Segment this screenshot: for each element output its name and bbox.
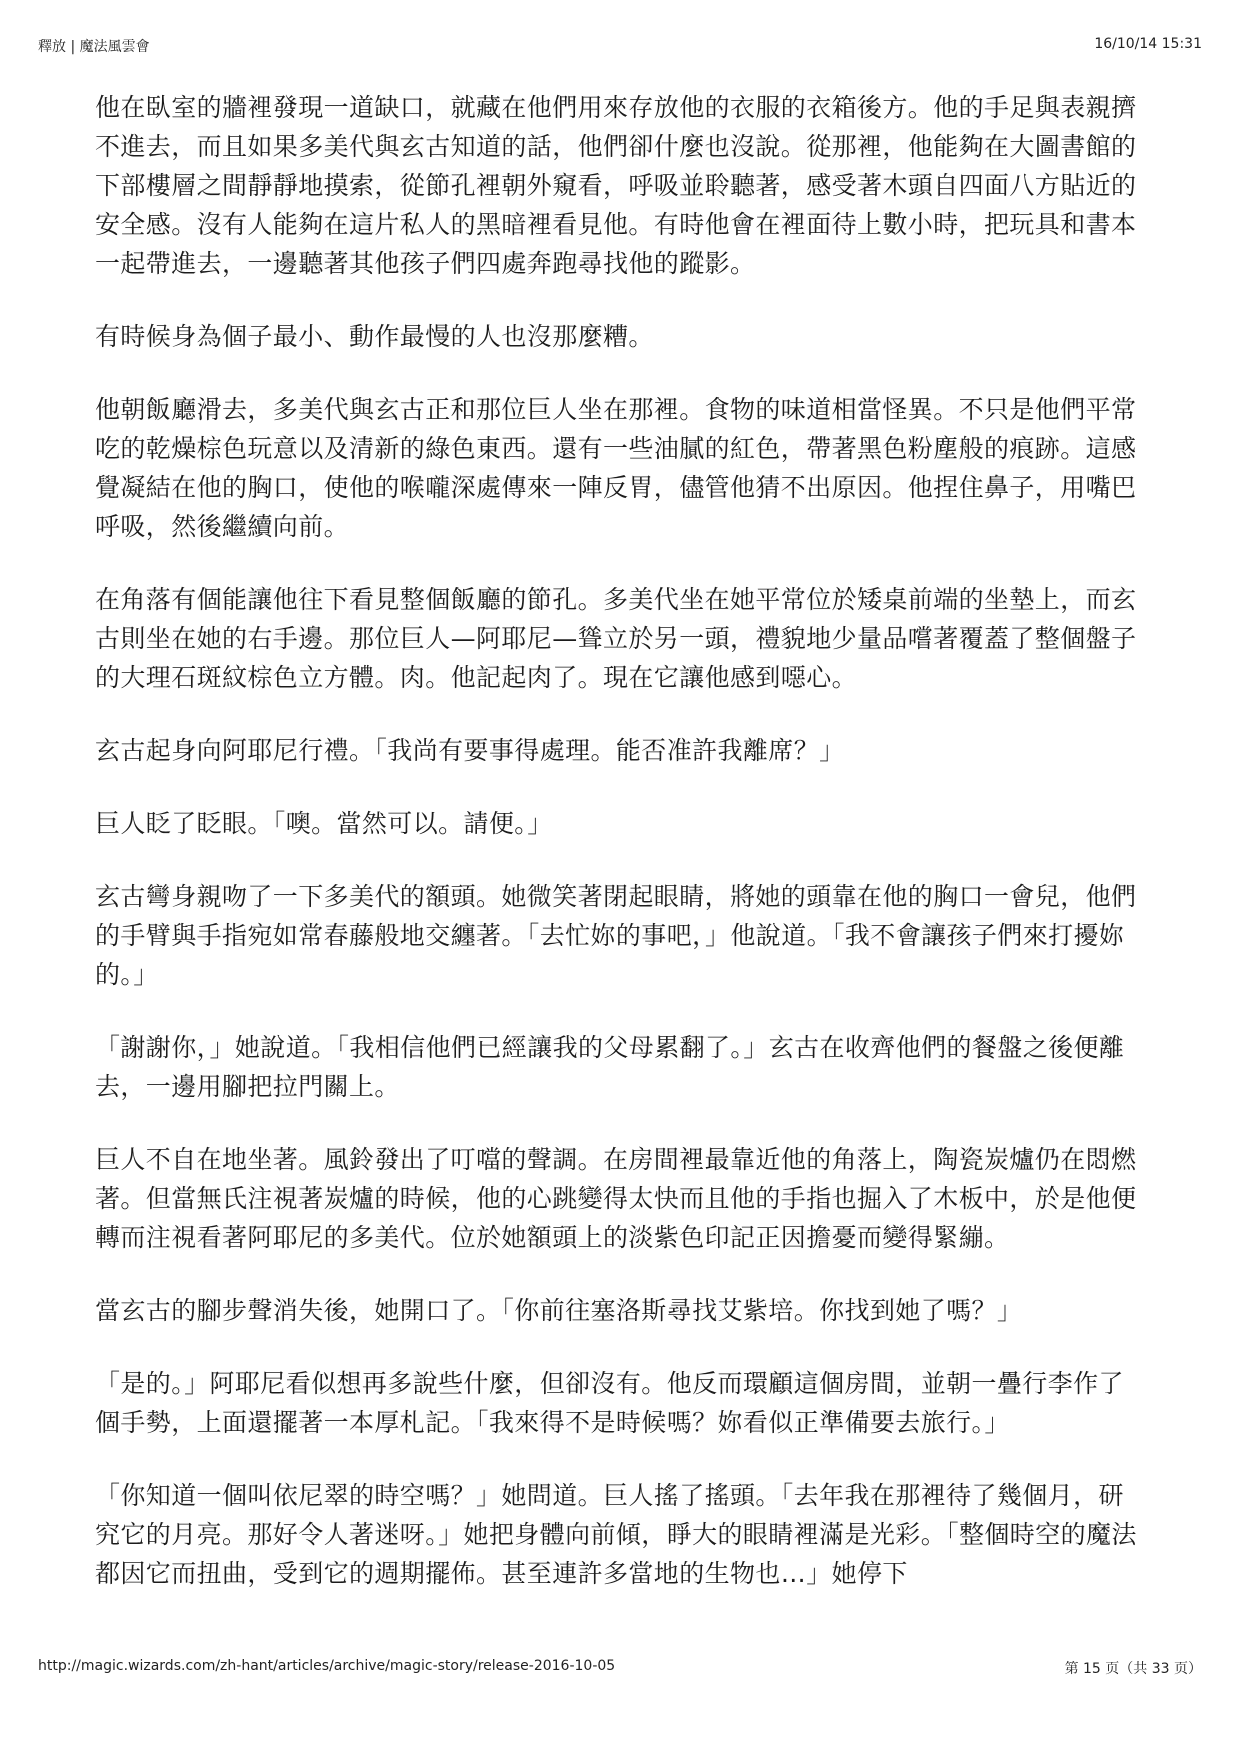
paragraph: 有時候身為個子最小、動作最慢的人也沒那麼糟。 <box>95 322 654 351</box>
print-datetime: 16/10/14 15:31 <box>1094 36 1202 52</box>
paragraph: 巨人眨了眨眼。「噢。當然可以。請便。」 <box>95 809 553 838</box>
paragraph: 在角落有個能讓他往下看見整個飯廳的節孔。多美代坐在她平常位於矮桌前端的坐墊上，而玄古則坐在她的右手邊。那位巨人—阿耶尼—聳立於另一頭，禮貌地少量品嚐著覆蓋了整個盤子的大理石斑紋棕色立方體。肉。他記起肉了。現在它讓他感到噁心。 <box>95 585 1137 692</box>
paragraph: 「你知道一個叫依尼翠的時空嗎？」她問道。巨人搖了搖頭。「去年我在那裡待了幾個月，研究它的月亮。那好令人著迷呀。」她把身體向前傾，睜大的眼睛裡滿是光彩。「整個時空的魔法都因它而扭曲，受到它的週期擺佈。甚至連許多當地的生物也…」她停下 <box>95 1481 1137 1588</box>
paragraph: 當玄古的腳步聲消失後，她開口了。「你前往塞洛斯尋找艾紫培。你找到她了嗎？」 <box>95 1296 1023 1325</box>
paragraph: 他朝飯廳滑去，多美代與玄古正和那位巨人坐在那裡。食物的味道相當怪異。不只是他們平常吃的乾燥棕色玩意以及清新的綠色東西。還有一些油膩的紅色，帶著黑色粉塵般的痕跡。這感覺凝結在他的胸口，使他的喉嚨深處傳來一陣反胃，儘管他猜不出原因。他捏住鼻子，用嘴巴呼吸，然後繼續向前。 <box>95 395 1137 541</box>
paragraph: 巨人不自在地坐著。風鈴發出了叮噹的聲調。在房間裡最靠近他的角落上，陶瓷炭爐仍在悶燃著。但當無氏注視著炭爐的時候，他的心跳變得太快而且他的手指也掘入了木板中，於是他便轉而注視看著阿耶尼的多美代。位於她額頭上的淡紫色印記正因擔憂而變得緊繃。 <box>95 1145 1137 1252</box>
paragraph: 他在臥室的牆裡發現一道缺口，就藏在他們用來存放他的衣服的衣箱後方。他的手足與表親擠不進去，而且如果多美代與玄古知道的話，他們卻什麼也沒說。從那裡，他能夠在大圖書館的下部樓層之間靜靜地摸索，從節孔裡朝外窺看，呼吸並聆聽著，感受著木頭自四面八方貼近的安全感。沒有人能夠在這片私人的黑暗裡看見他。有時他會在裡面待上數小時，把玩具和書本一起帶進去，一邊聽著其他孩子們四處奔跑尋找他的蹤影。 <box>95 93 1137 278</box>
paragraph: 「謝謝你，」她說道。「我相信他們已經讓我的父母累翻了。」玄古在收齊他們的餐盤之後便離去，一邊用腳把拉門關上。 <box>95 1033 1125 1101</box>
page-number: 第 15 页（共 33 页） <box>1064 1661 1202 1677</box>
page-title: 釋放 | 魔法風雲會 <box>38 39 150 55</box>
print-header <box>38 36 1202 56</box>
article-body <box>95 88 1145 1627</box>
print-footer <box>38 1658 1202 1678</box>
source-url: http://magic.wizards.com/zh-hant/articles/archive/magic-story/release-2016-10-05 <box>38 1658 616 1674</box>
paragraph: 「是的。」阿耶尼看似想再多說些什麼，但卻沒有。他反而環顧這個房間，並朝一疊行李作了個手勢，上面還擺著一本厚札記。「我來得不是時候嗎？妳看似正準備要去旅行。」 <box>95 1369 1124 1437</box>
paragraph: 玄古彎身親吻了一下多美代的額頭。她微笑著閉起眼睛，將她的頭靠在他的胸口一會兒，他們的手臂與手指宛如常春藤般地交纏著。「去忙妳的事吧，」他說道。「我不會讓孩子們來打擾妳的。」 <box>95 882 1137 989</box>
paragraph: 玄古起身向阿耶尼行禮。「我尚有要事得處理。能否准許我離席？」 <box>95 736 845 765</box>
